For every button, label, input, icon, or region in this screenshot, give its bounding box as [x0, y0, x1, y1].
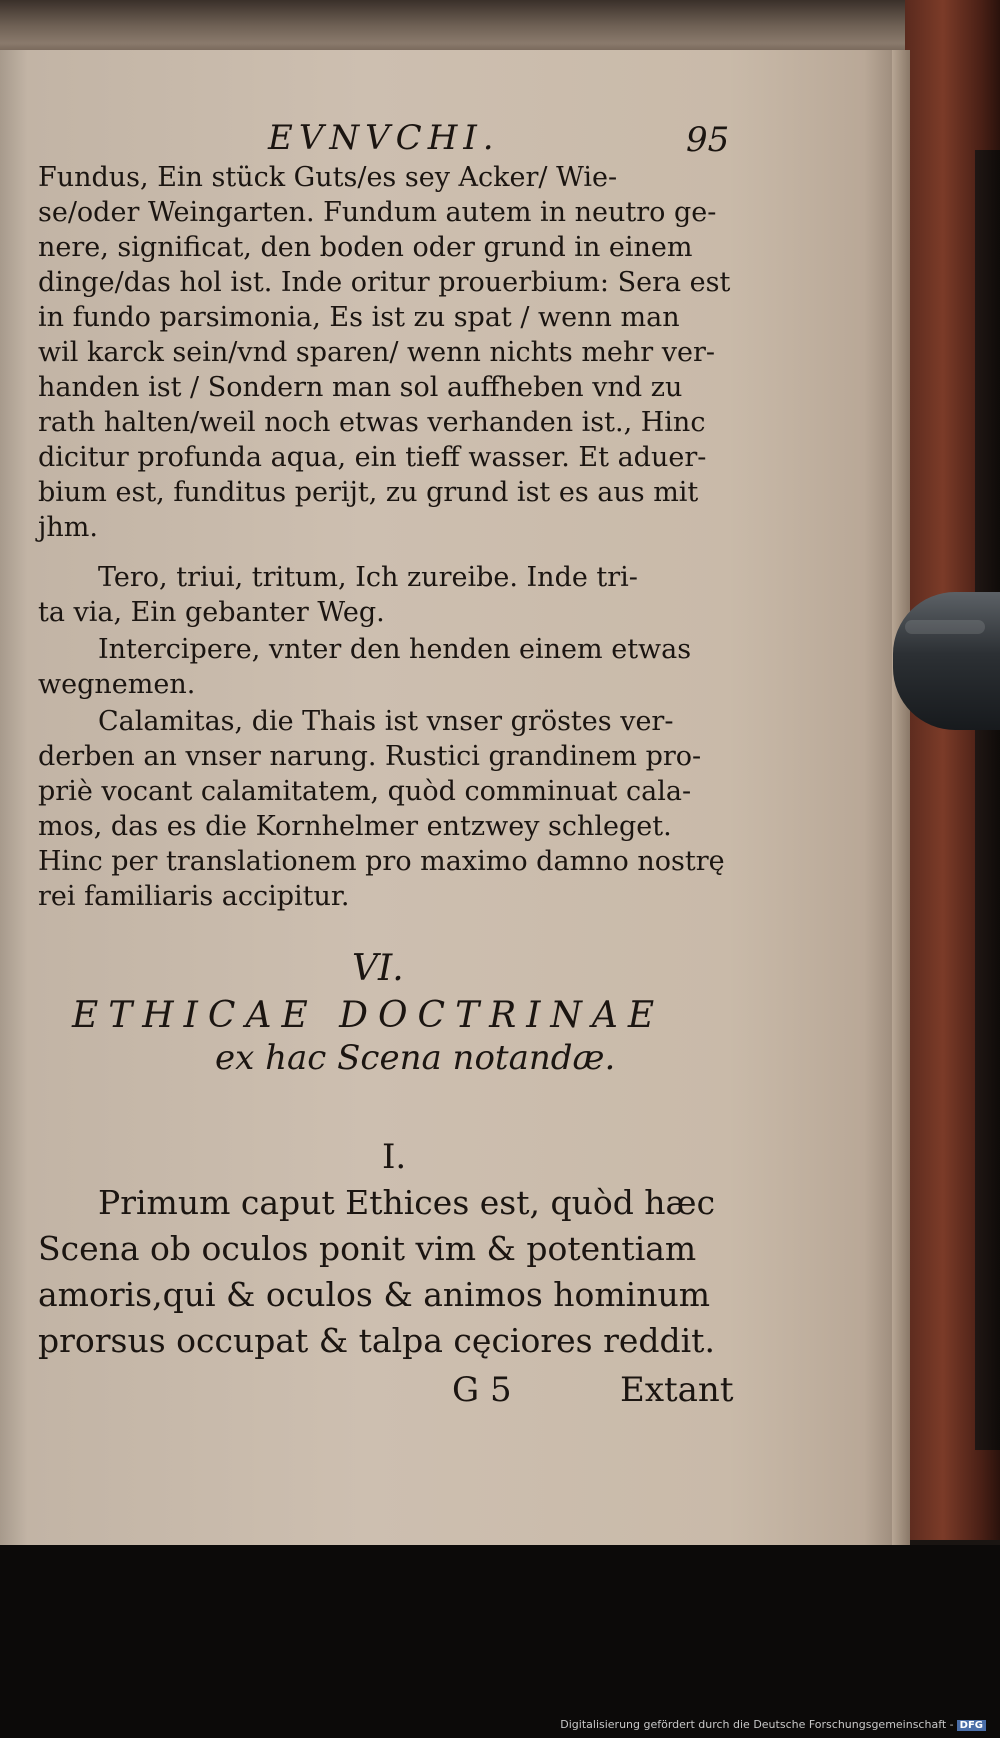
text-line: Hinc per translationem pro maximo damno nostrę — [38, 846, 725, 877]
text-line: handen ist / Sondern man sol auffheben vnd zu — [38, 372, 683, 403]
text-line: mos, das es die Kornhelmer entzwey schleget. — [38, 811, 672, 842]
text-line: amoris,qui & oculos & animos hominum — [38, 1275, 711, 1314]
text-line: Primum caput Ethices est, quòd hæc — [98, 1183, 716, 1222]
text-line: prorsus occupat & talpa cęciores reddit. — [38, 1321, 715, 1360]
text-line: dicitur profunda aqua, ein tieff wasser. Et aduer- — [38, 442, 707, 473]
text-line: in fundo parsimonia, Es ist zu spat / wenn man — [38, 302, 680, 333]
digitization-credit — [560, 1718, 986, 1731]
paragraph-primum — [38, 1180, 748, 1364]
paragraph-intercipere — [38, 632, 738, 702]
text-line: Fundus, Ein stück Guts/es sey Acker/ Wie- — [38, 162, 618, 193]
page-clamp-highlight — [905, 620, 985, 634]
text-line: wil karck sein/vnd sparen/ wenn nichts mehr ver- — [38, 337, 716, 368]
running-head: EVNVCHI. — [268, 118, 500, 158]
text-line: nere, significat, den boden oder grund in einem — [38, 232, 693, 263]
text-line: rath halten/weil noch etwas verhanden ist., Hinc — [38, 407, 706, 438]
text-line: bium est, funditus perijt, zu grund ist es aus mit — [38, 477, 699, 508]
paragraph-tero — [38, 560, 738, 630]
text-line: dinge/das hol ist. Inde oritur prouerbium: Sera est — [38, 267, 731, 298]
text-line: Calamitas, die Thais ist vnser gröstes ver- — [98, 706, 674, 737]
text-line: Scena ob oculos ponit vim & potentiam — [38, 1229, 697, 1268]
catchword: Extant — [620, 1370, 734, 1410]
dfg-logo: DFG — [957, 1720, 986, 1731]
page-number: 95 — [686, 120, 730, 160]
text-line: Intercipere, vnter den henden einem etwas — [98, 634, 692, 665]
text-line: derben an vnser narung. Rustici grandinem pro- — [38, 741, 702, 772]
text-line: priè vocant calamitatem, quòd comminuat cala- — [38, 776, 692, 807]
text-line: ta via, Ein gebanter Weg. — [38, 597, 385, 628]
paragraph-fundus — [38, 160, 738, 545]
paragraph-calamitas — [38, 704, 738, 914]
credit-text: Digitalisierung gefördert durch die Deutsche Forschungsgemeinschaft - — [560, 1718, 954, 1731]
signature-mark: G 5 — [452, 1370, 512, 1410]
text-line: se/oder Weingarten. Fundum autem in neutro ge- — [38, 197, 717, 228]
section-subtitle: ex hac Scena notandæ. — [215, 1038, 616, 1078]
section-number: VI. — [352, 948, 404, 989]
book-shadow — [975, 150, 1000, 1450]
page-edge — [892, 50, 910, 1545]
page-clamp — [893, 592, 1000, 730]
scan-background — [0, 1545, 1000, 1738]
text-line: jhm. — [38, 512, 98, 543]
text-line: wegnemen. — [38, 669, 196, 700]
text-line: Tero, triui, tritum, Ich zureibe. Inde tri- — [98, 562, 638, 593]
text-line: rei familiaris accipitur. — [38, 881, 350, 912]
section-title: ETHICAE DOCTRINAE — [72, 995, 665, 1036]
item-number: I. — [382, 1137, 407, 1177]
